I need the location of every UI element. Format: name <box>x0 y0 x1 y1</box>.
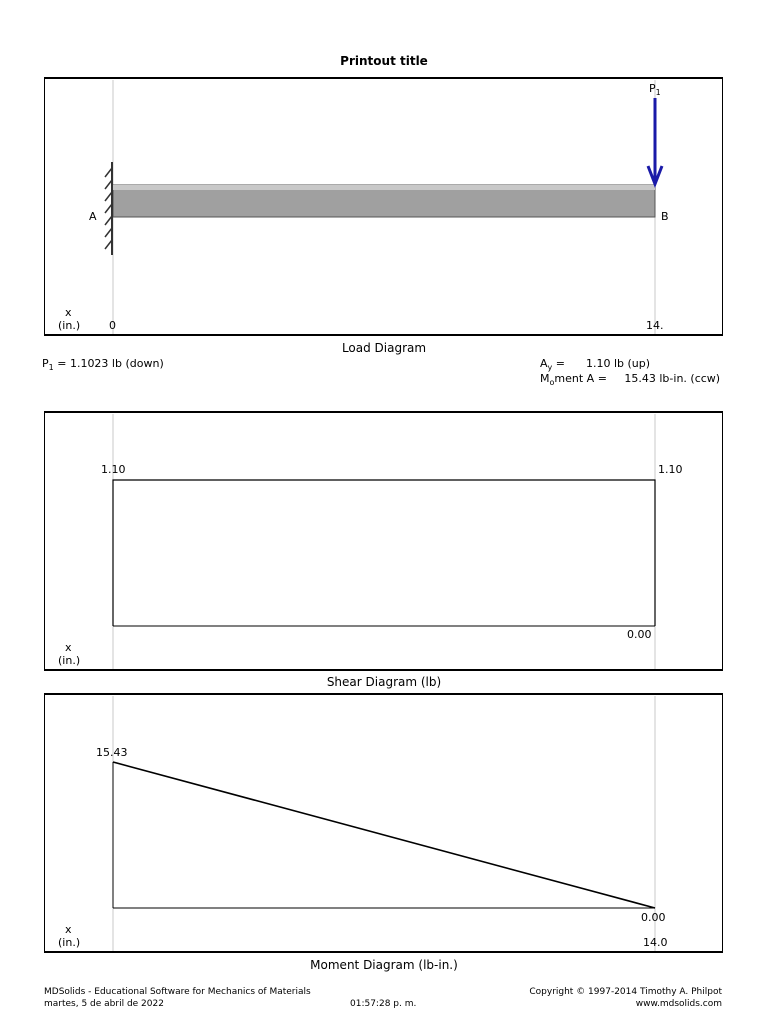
load-label-main: P <box>649 82 656 95</box>
moment-x-symbol: x <box>65 923 72 936</box>
reaction-ay-main: A <box>540 357 548 370</box>
footer-date: martes, 5 de abril de 2022 <box>44 999 164 1009</box>
support-label-a: A <box>89 210 97 223</box>
footer-website: www.mdsolids.com <box>635 999 722 1009</box>
load-value-prefix: P <box>42 357 49 370</box>
x-start-label: 0 <box>109 319 116 332</box>
x-axis-unit: (in.) <box>58 319 81 332</box>
x-axis-symbol: x <box>65 306 72 319</box>
load-label-sub: 1 <box>655 88 661 97</box>
shear-x-symbol: x <box>65 641 72 654</box>
reaction-moment-sub: o <box>549 378 555 387</box>
x-end-label: 14. <box>646 319 664 332</box>
end-label-b: B <box>661 210 669 223</box>
moment-x-unit: (in.) <box>58 936 81 949</box>
reaction-moment-value: ment A = 15.43 lb-in. (ccw) <box>554 372 721 385</box>
load-value: = 1.1023 lb (down) <box>53 357 164 370</box>
moment-value-left: 15.43 <box>96 746 128 759</box>
page-title: Printout title <box>340 54 428 68</box>
load-value-sub: 1 <box>48 363 54 372</box>
shear-value-right: 1.10 <box>658 463 683 476</box>
reaction-ay-sub: y <box>547 363 553 372</box>
moment-diagram-caption: Moment Diagram (lb-in.) <box>310 958 458 972</box>
moment-curve <box>113 762 655 908</box>
shear-value-end: 0.00 <box>627 628 652 641</box>
reaction-moment-main: M <box>540 372 550 385</box>
moment-x-end: 14.0 <box>643 936 668 949</box>
shear-diagram-caption: Shear Diagram (lb) <box>326 675 442 689</box>
footer-software-name: MDSolids - Educational Software for Mechanics of Materials <box>44 987 311 997</box>
load-diagram-caption: Load Diagram <box>341 341 427 355</box>
shear-x-unit: (in.) <box>58 654 81 667</box>
shear-value-left: 1.10 <box>101 463 126 476</box>
footer-copyright: Copyright © 1997-2014 Timothy A. Philpot <box>529 987 722 997</box>
footer-time: 01:57:28 p. m. <box>350 999 417 1009</box>
reaction-ay-value: = 1.10 lb (up) <box>552 357 651 370</box>
moment-value-end: 0.00 <box>641 911 666 924</box>
